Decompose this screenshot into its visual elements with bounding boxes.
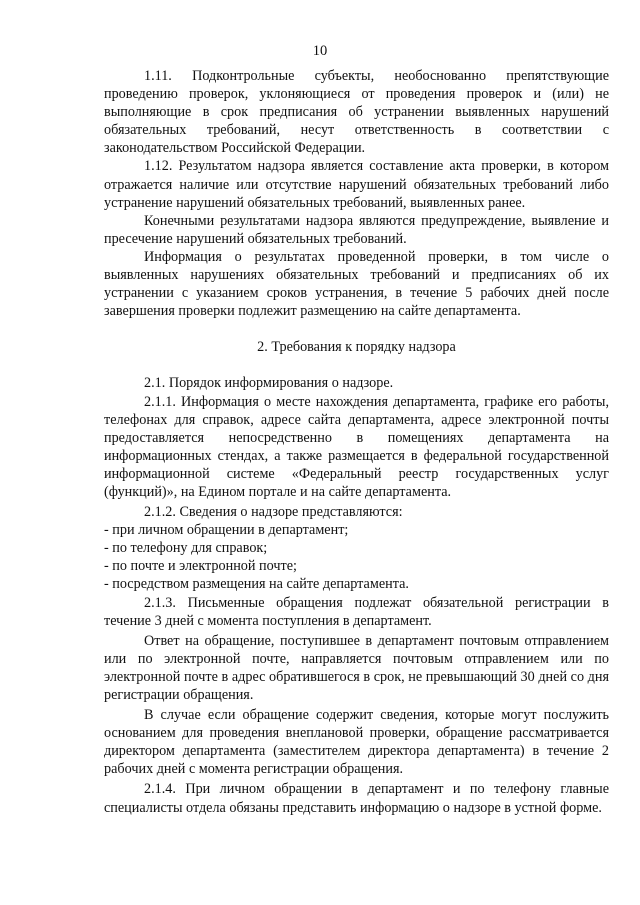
paragraph-1-12: 1.12. Результатом надзора является составление акта проверки, в котором отражается наличие или отсутствие нарушений обязательных требований либо устранение нарушений обязательных требований, выявленных ранее. — [104, 158, 609, 211]
paragraph-2-1-2: 2.1.2. Сведения о надзоре представляются: — [144, 504, 403, 521]
list-item: - при личном обращении в департамент; — [104, 522, 349, 539]
paragraph-1-11: 1.11. Подконтрольные субъекты, необоснованно препятствующие проведению проверок, уклоняющиеся от проведения проверок и (или) не выполняющие в срок предписания об устранении выявленных нарушений обязательных требований, несут ответственность в соответствии с законодательством Российской Федерации. — [104, 68, 609, 157]
document-body — [104, 67, 609, 817]
paragraph-unscheduled-inspection: В случае если обращение содержит сведения, которые могут послужить основанием для проведения внеплановой проверки, обращение рассматривается директором департамента (заместителем директора департамента) в течение 2 рабочих дней с момента регистрации обращения. — [104, 707, 609, 778]
list-item: - по телефону для справок; — [104, 540, 268, 557]
paragraph-2-1-4: 2.1.4. При личном обращении в департамент и по телефону главные специалисты отдела обязаны представить информацию о надзоре в устной форме. — [104, 781, 609, 816]
list-item: - посредством размещения на сайте департамента. — [104, 576, 409, 593]
paragraph-final-results: Конечными результатами надзора являются предупреждение, выявление и пресечение нарушений обязательных требований. — [104, 212, 609, 247]
paragraph-answer-to-appeal: Ответ на обращение, поступившее в департамент почтовым отправлением или по электронной почте, направляется почтовым отправлением или по электронной почте в адрес обратившегося в срок, не превышающий 30 дней со дня регистрации обращения. — [104, 632, 609, 703]
page-number: 10 — [312, 43, 328, 59]
section-heading-2: 2. Требования к порядку надзора — [257, 339, 456, 356]
paragraph-inspection-results-info: Информация о результатах проведенной проверки, в том числе о выявленных нарушениях обязательных требований и предписаниях об их устранении с указанием сроков устранения, в течение 5 рабочих дней после завершения проверки подлежит размещению на сайте департамента. — [104, 248, 609, 320]
paragraph-2-1-1: 2.1.1. Информация о месте нахождения департамента, графике его работы, телефонах для справок, адресе сайта департамента, адресе электронной почты предоставляется непосредственно в помещениях департамента на информационных стендах, а также размещается в федеральной государственной информационной системе «Федеральный реестр государственных услуг (функций)», на Едином портале и на сайте департамента. — [104, 393, 609, 500]
paragraph-2-1: 2.1. Порядок информирования о надзоре. — [144, 375, 394, 392]
list-item: - по почте и электронной почте; — [104, 558, 297, 575]
paragraph-2-1-3: 2.1.3. Письменные обращения подлежат обязательной регистрации в течение 3 дней с момента поступления в департамент. — [104, 594, 609, 629]
